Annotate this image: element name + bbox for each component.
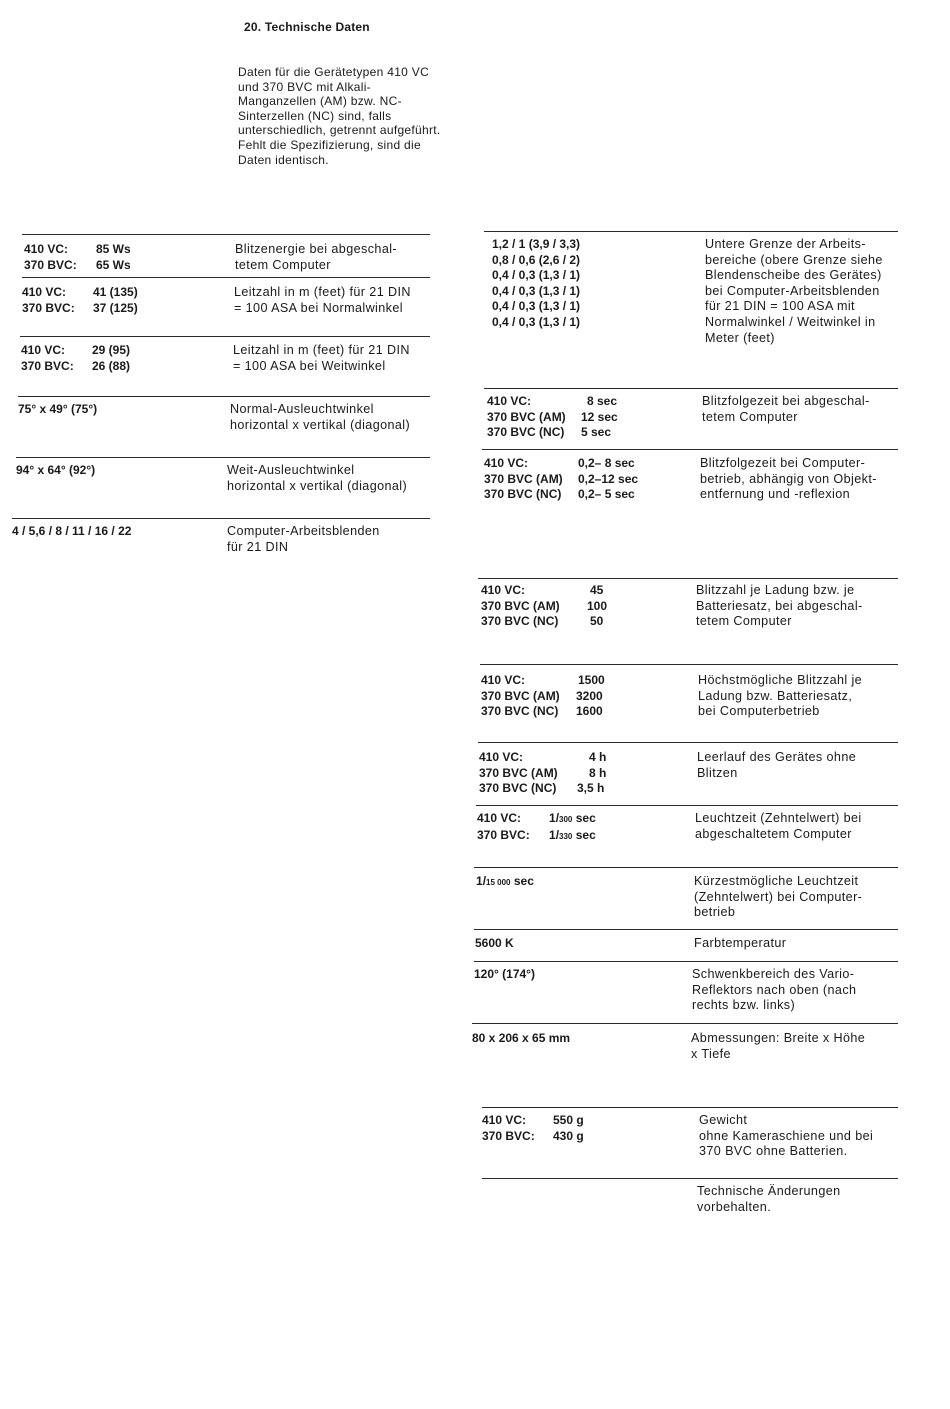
description: Leitzahl in m (feet) für 21 DIN <box>233 343 410 357</box>
description: Normalwinkel / Weitwinkel in <box>705 314 876 329</box>
value: 0,4 / 0,3 (1,3 / 1) <box>492 299 581 314</box>
value: 5600 K <box>475 936 514 950</box>
label: 410 VC: <box>477 811 522 825</box>
divider <box>16 457 430 458</box>
divider <box>474 867 898 868</box>
description: horizontal x vertikal (diagonal) <box>227 478 408 493</box>
description: Technische Änderungen <box>697 1184 841 1198</box>
unit: sec <box>513 874 534 888</box>
description: tetem Computer <box>235 257 331 272</box>
description: Kürzestmögliche Leuchtzeit <box>694 874 859 888</box>
value: 1600 <box>576 704 603 719</box>
unit: sec <box>575 827 596 842</box>
description: Reflektors nach oben (nach <box>692 982 857 997</box>
description: = 100 ASA bei Normalwinkel <box>234 300 403 315</box>
description: betrieb, abhängig von Objekt- <box>700 471 877 486</box>
value: 430 g <box>553 1128 584 1143</box>
description: = 100 ASA bei Weitwinkel <box>233 358 386 373</box>
divider <box>484 388 898 389</box>
description: (Zehntelwert) bei Computer- <box>694 889 863 904</box>
value: 5 sec <box>581 425 612 440</box>
description: Blitzen <box>697 765 738 780</box>
description: Leerlauf des Gerätes ohne <box>697 750 857 764</box>
description: Gewicht <box>699 1113 748 1127</box>
value: 3200 <box>576 688 603 703</box>
label: 370 BVC: <box>21 358 74 373</box>
label: 370 BVC (AM) <box>487 409 566 424</box>
value: 26 (88) <box>92 358 131 373</box>
label: 370 BVC: <box>22 300 75 315</box>
value: 29 (95) <box>92 343 131 357</box>
description: Blendenscheibe des Gerätes) <box>705 268 882 283</box>
description: 370 BVC ohne Batterien. <box>699 1144 848 1159</box>
label: 410 VC: <box>487 394 532 408</box>
label: 410 VC: <box>482 1113 527 1127</box>
label: 410 VC: <box>24 242 69 256</box>
description: ohne Kameraschiene und bei <box>699 1128 874 1143</box>
label: 370 BVC (AM) <box>481 598 560 613</box>
description: abgeschaltetem Computer <box>695 826 852 841</box>
value: 0,4 / 0,3 (1,3 / 1) <box>492 268 581 283</box>
unit: sec <box>575 811 596 825</box>
description: Meter (feet) <box>705 330 775 345</box>
description: entfernung und -reflexion <box>700 487 851 502</box>
divider <box>20 336 430 337</box>
value: 0,4 / 0,3 (1,3 / 1) <box>492 314 581 329</box>
intro-text: Daten für die Gerätetypen 410 VC und 370 BVC mit Alkali-Manganzellen (AM) bzw. NC-Sinterzellen (NC) sind, falls unterschiedlich, getrennt aufgeführt. Fehlt die Spezifizierung, sind die Daten identisch. <box>238 65 441 167</box>
description: tetem Computer <box>696 614 792 629</box>
description: Leitzahl in m (feet) für 21 DIN <box>234 285 411 299</box>
value: 8 sec <box>587 394 618 408</box>
description: Blitzenergie bei abgeschal- <box>235 242 398 256</box>
description: x Tiefe <box>691 1046 731 1061</box>
description: Abmessungen: Breite x Höhe <box>691 1031 866 1045</box>
divider <box>474 961 898 962</box>
label: 410 VC: <box>21 343 66 357</box>
divider <box>12 518 430 519</box>
label: 370 BVC: <box>24 257 77 272</box>
label: 410 VC: <box>479 750 524 764</box>
divider <box>22 277 430 278</box>
divider <box>482 449 898 450</box>
divider <box>476 805 898 806</box>
description: vorbehalten. <box>697 1199 772 1214</box>
description: Schwenkbereich des Vario- <box>692 967 855 981</box>
description: Leuchtzeit (Zehntelwert) bei <box>695 811 862 825</box>
description: horizontal x vertikal (diagonal) <box>230 417 411 432</box>
label: 370 BVC: <box>477 827 530 842</box>
value: 1 <box>476 874 483 888</box>
divider <box>472 1023 898 1024</box>
value: 1 <box>549 827 556 842</box>
description: für 21 DIN <box>227 539 289 554</box>
label: 370 BVC (NC) <box>481 704 559 719</box>
value: 37 (125) <box>93 300 138 315</box>
value: 75° x 49° (75°) <box>18 402 98 416</box>
divider <box>478 578 898 579</box>
value: 120° (174°) <box>474 967 535 981</box>
value: 4 / 5,6 / 8 / 11 / 16 / 22 <box>12 524 132 538</box>
value: 100 <box>587 598 608 613</box>
description: bei Computerbetrieb <box>698 704 820 719</box>
label: 370 BVC (NC) <box>487 425 565 440</box>
description: Farbtemperatur <box>694 936 787 950</box>
value: 550 g <box>553 1113 584 1127</box>
description: Ladung bzw. Batteriesatz, <box>698 688 853 703</box>
description: Untere Grenze der Arbeits- <box>705 237 866 251</box>
description: Blitzzahl je Ladung bzw. je <box>696 583 855 597</box>
value: 65 Ws <box>96 257 131 272</box>
value: 41 (135) <box>93 285 138 299</box>
value: 12 sec <box>581 409 618 424</box>
value: 1 <box>549 811 556 825</box>
value: 0,2–12 sec <box>578 471 639 486</box>
label: 410 VC: <box>484 456 529 470</box>
description: bei Computer-Arbeitsblenden <box>705 283 880 298</box>
label: 370 BVC (NC) <box>484 487 562 502</box>
label: 370 BVC (AM) <box>479 765 558 780</box>
description: für 21 DIN = 100 ASA mit <box>705 299 855 314</box>
value: 0,4 / 0,3 (1,3 / 1) <box>492 283 581 298</box>
description: Batteriesatz, bei abgeschal- <box>696 598 863 613</box>
label: 370 BVC (NC) <box>481 614 559 629</box>
label: 410 VC: <box>22 285 67 299</box>
divider <box>482 1107 898 1108</box>
value: 300 <box>559 815 573 824</box>
value: 94° x 64° (92°) <box>16 463 96 477</box>
divider <box>484 231 898 232</box>
description: bereiche (obere Grenze siehe <box>705 252 883 267</box>
label: 370 BVC (AM) <box>484 471 563 486</box>
divider <box>478 742 898 743</box>
description: betrieb <box>694 905 736 920</box>
value: 1500 <box>578 673 605 687</box>
description: Computer-Arbeitsblenden <box>227 524 380 538</box>
page-title: 20. Technische Daten <box>244 20 370 34</box>
description: Normal-Ausleuchtwinkel <box>230 402 374 416</box>
divider <box>482 1178 898 1179</box>
value: 8 h <box>589 765 607 780</box>
value: 0,8 / 0,6 (2,6 / 2) <box>492 252 581 267</box>
divider <box>18 396 430 397</box>
value: 85 Ws <box>96 242 131 256</box>
label: 410 VC: <box>481 673 526 687</box>
divider <box>480 664 898 665</box>
description: rechts bzw. links) <box>692 998 796 1013</box>
description: Höchstmögliche Blitzzahl je <box>698 673 863 687</box>
label: 410 VC: <box>481 583 526 597</box>
description: Blitzfolgezeit bei abgeschal- <box>702 394 870 408</box>
value: 4 h <box>589 750 607 764</box>
description: Weit-Ausleuchtwinkel <box>227 463 355 477</box>
value: 0,2– 5 sec <box>578 487 635 502</box>
divider <box>474 929 898 930</box>
description: Blitzfolgezeit bei Computer- <box>700 456 866 470</box>
value: 0,2– 8 sec <box>578 456 635 470</box>
label: 370 BVC (AM) <box>481 688 560 703</box>
value: 50 <box>590 614 604 629</box>
value: 1,2 / 1 (3,9 / 3,3) <box>492 237 581 251</box>
value: 3,5 h <box>577 781 605 796</box>
value: 15 000 <box>486 878 511 887</box>
divider <box>22 234 430 235</box>
value: 45 <box>590 583 604 597</box>
description: tetem Computer <box>702 409 798 424</box>
value: 80 x 206 x 65 mm <box>472 1031 571 1045</box>
value: 330 <box>559 831 573 841</box>
label: 370 BVC (NC) <box>479 781 557 796</box>
label: 370 BVC: <box>482 1128 535 1143</box>
